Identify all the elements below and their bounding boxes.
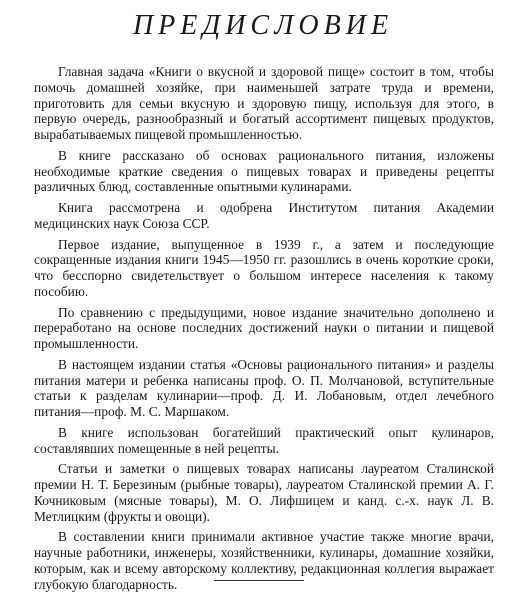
paragraph: Статьи и заметки о пищевых товарах написаны лауреатом Сталинской премии Н. Т. Березиным (рыбные товары), лауреатом Сталинской премии А. Г. Кочниковым (мясные товары), М. О. Лифшицем и канд. с.-х. наук Л. В. Метлицким (фрукты и овощи). xyxy=(34,461,494,524)
paragraph: В книге рассказано об основах рационального питания, изложены необходимые краткие сведения о пищевых товарах и приведены рецепты различных блюд, составленные опытными кулинарами. xyxy=(34,147,494,195)
paragraph: Главная задача «Книги о вкусной и здоровой пище» состоит в том, чтобы помочь домашней хозяйке, при наименьшей затрате труда и времени, приготовить для семьи вкусную и здоровую пищу, используя для этого, в первую очередь, разнообразный и богатый ассортимент пищевых продуктов, вырабатываемых пищевой промышленностью. xyxy=(34,64,494,142)
paragraph: Первое издание, выпущенное в 1939 г., а затем и последующие сокращенные издания книги 1945—1950 гг. разошлись в очень короткие сроки, что бесспорно свидетельствует о большом интересе населения к такому пособию. xyxy=(34,236,494,299)
paragraph: В настоящем издании статья «Основы рационального питания» и разделы питания матери и ребенка написаны проф. О. П. Молчановой, вступительные статьи к разделам кулинарии—проф. Д. И. Лобановым, отдел лечебного питания—проф. М. С. Маршаком. xyxy=(34,356,494,419)
preface-body xyxy=(34,64,494,597)
end-divider xyxy=(214,580,304,581)
paragraph: В составлении книги принимали активное участие также многие врачи, научные работники, инженеры, хозяйственники, кулинары, домашние хозяйки, которым, как и всему авторскому коллективу, редакционная коллегия выражает глубокую благодарность. xyxy=(34,529,494,592)
paragraph: Книга рассмотрена и одобрена Институтом питания Академии медицинских наук Союза ССР. xyxy=(34,200,494,231)
page-title: ПРЕДИСЛОВИЕ xyxy=(132,10,394,41)
paragraph: В книге использован богатейший практический опыт кулинаров, составлявших помещенные в ней рецепты. xyxy=(34,424,494,456)
paragraph: По сравнению с предыдущими, новое издание значительно дополнено и переработано на основе последних достижений науки о питании и пищевой промышленности. xyxy=(34,304,494,351)
